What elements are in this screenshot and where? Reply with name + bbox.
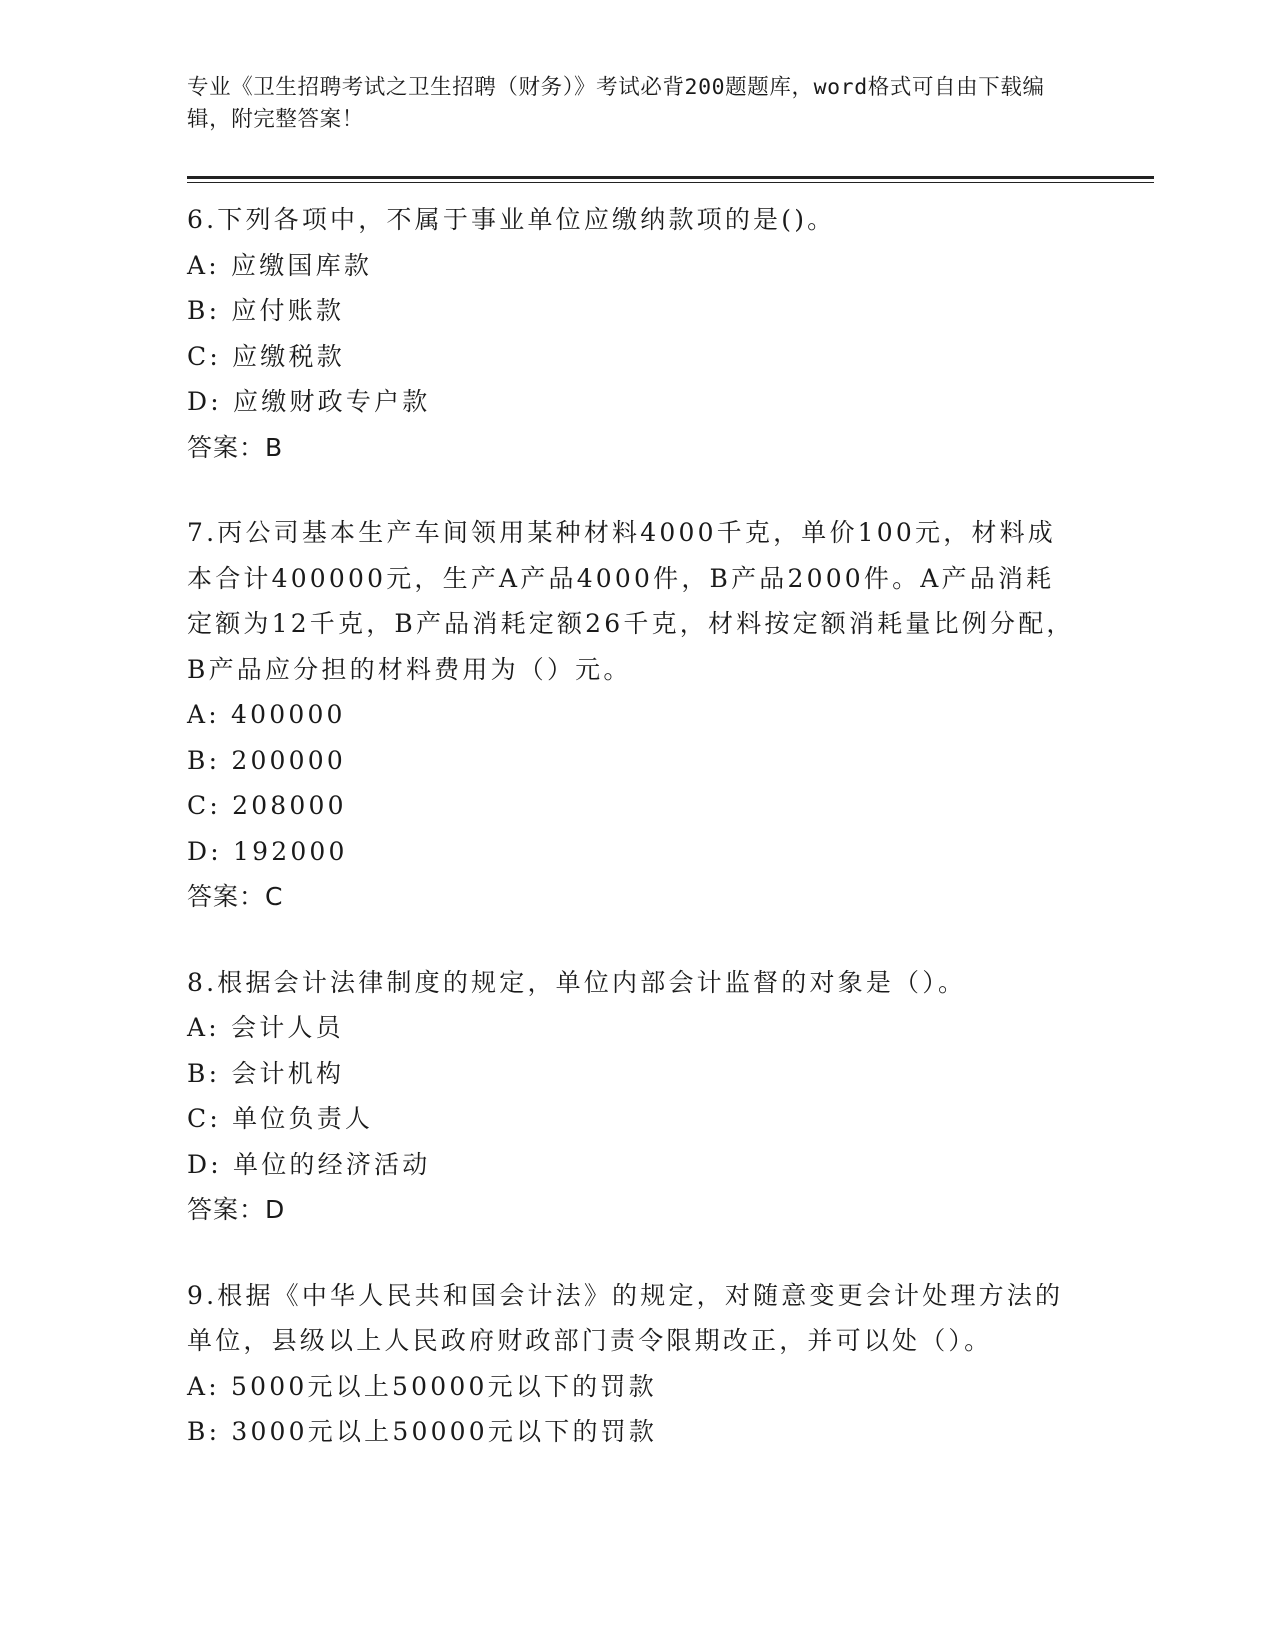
question-7 bbox=[187, 510, 1087, 920]
question-stem: 6.下列各项中，不属于事业单位应缴纳款项的是()。 bbox=[187, 205, 836, 234]
answer-line: 答案：B bbox=[187, 432, 284, 462]
option-a: A: 会计人员 bbox=[187, 1013, 344, 1042]
document-page bbox=[187, 72, 1087, 1495]
option-b: B: 200000 bbox=[187, 745, 346, 775]
question-stem: 9.根据《中华人民共和国会计法》的规定，对随意变更会计处理方法的单位，县级以上人民政府财政部门责令限期改正，并可以处（）。 bbox=[187, 1280, 1064, 1355]
option-d: D: 应缴财政专户款 bbox=[187, 387, 431, 416]
question-6 bbox=[187, 197, 1087, 470]
question-stem: 7.丙公司基本生产车间领用某种材料4000千克，单价100元，材料成本合计400000元，生产A产品4000件，B产品2000件。A产品消耗定额为12千克，B产品消耗定额26千克，材料按定额消耗量比例分配，B产品应分担的材料费用为（）元。 bbox=[187, 518, 1075, 684]
option-b: B: 3000元以上50000元以下的罚款 bbox=[187, 1417, 658, 1446]
question-9 bbox=[187, 1273, 1087, 1455]
answer-line: 答案：D bbox=[187, 1195, 286, 1224]
document-header: 专业《卫生招聘考试之卫生招聘（财务）》考试必背200题题库，word格式可自由下载编辑，附完整答案！ bbox=[187, 75, 1045, 132]
option-d: D: 192000 bbox=[187, 836, 348, 866]
option-b: B: 会计机构 bbox=[187, 1058, 345, 1088]
option-c: C: 应缴税款 bbox=[187, 341, 345, 371]
option-c: C: 单位负责人 bbox=[187, 1104, 374, 1133]
answer-line: 答案：C bbox=[187, 882, 284, 911]
question-stem: 8.根据会计法律制度的规定，单位内部会计监督的对象是（）。 bbox=[187, 967, 967, 997]
question-list bbox=[187, 197, 1087, 1455]
option-a: A: 5000元以上50000元以下的罚款 bbox=[187, 1371, 657, 1401]
option-d: D: 单位的经济活动 bbox=[187, 1149, 431, 1179]
header-divider bbox=[187, 176, 1154, 183]
option-a: A: 400000 bbox=[187, 700, 346, 729]
question-8 bbox=[187, 960, 1087, 1233]
option-a: A: 应缴国库款 bbox=[187, 250, 373, 280]
option-b: B: 应付账款 bbox=[187, 296, 345, 325]
option-c: C: 208000 bbox=[187, 791, 347, 820]
